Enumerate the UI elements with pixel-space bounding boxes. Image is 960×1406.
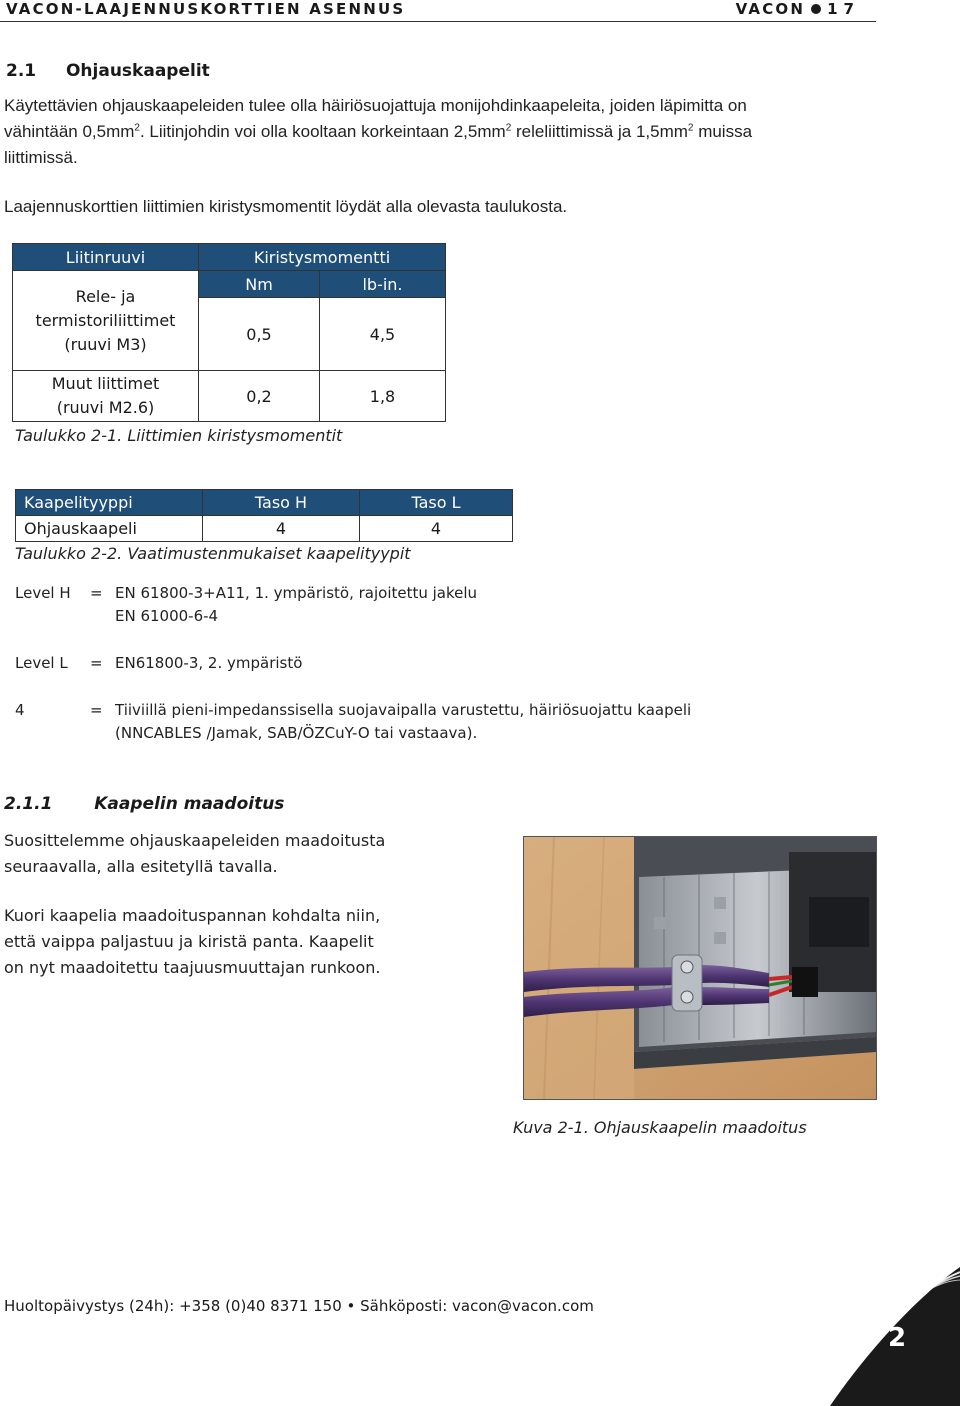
definition-text: (NNCABLES /Jamak, SAB/ÖZCuY-O tai vastaava).	[115, 724, 478, 742]
running-header-page	[736, 0, 860, 18]
table-header-level-l: Taso L	[360, 490, 513, 516]
definition-equals: =	[90, 584, 103, 602]
table-header-level-h: Taso H	[203, 490, 360, 516]
torque-table	[12, 243, 446, 422]
subsection-number: 2.1.1	[4, 794, 53, 814]
table-cell-lbin: 1,8	[320, 371, 446, 422]
cable-grounding-photo	[523, 836, 877, 1100]
definition-text: Tiiviillä pieni-impedanssisella suojavaipalla varustettu, häiriösuojattu kaapeli	[115, 701, 692, 719]
table-cell-nm: 0,2	[199, 371, 320, 422]
subsection-title: Kaapelin maadoitus	[94, 794, 285, 814]
page-number: 17	[827, 0, 860, 18]
bullet-dot-icon	[811, 4, 821, 14]
table-cell-terminal: Muut liittimet (ruuvi M2.6)	[13, 371, 199, 422]
subsection-heading	[4, 794, 284, 814]
table-cell-nm: 0,5	[199, 298, 320, 371]
definition-item	[15, 582, 875, 652]
definition-text: EN61800-3, 2. ympäristö	[115, 654, 303, 672]
section-number: 2.1	[6, 61, 37, 81]
table-caption: Taulukko 2-2. Vaatimustenmukaiset kaapelityypit	[15, 544, 411, 563]
chapter-tab-number: 2	[887, 1323, 907, 1353]
definition-key: Level L	[15, 654, 68, 672]
definition-item	[15, 652, 875, 699]
definition-equals: =	[90, 654, 103, 672]
section-paragraph-1	[4, 93, 884, 171]
table-cell-level-h: 4	[203, 516, 360, 542]
section-heading	[6, 61, 210, 81]
table-cell-terminal: Rele- ja termistoriliittimet (ruuvi M3)	[13, 271, 199, 371]
definition-equals: =	[90, 701, 103, 719]
subsection-paragraph-2: Kuori kaapelia maadoituspannan kohdalta niin, että vaippa paljastuu ja kiristä panta. Kaapelit on nyt maadoitettu taajuusmuuttajan runkoon.	[4, 906, 381, 977]
paragraph-line: Käytettävien ohjauskaapeleiden tulee olla häiriösuojattuja monijohdinkaapeleita, joiden läpimitta on	[4, 96, 747, 115]
definition-text: EN 61000-6-4	[115, 607, 219, 625]
definition-key: 4	[15, 701, 25, 719]
section-paragraph-2: Laajennuskorttien liittimien kiristysmomentit löydät alla olevasta taulukosta.	[4, 197, 568, 216]
definition-text: EN 61800-3+A11, 1. ympäristö, rajoitettu jakelu	[115, 584, 478, 602]
section-title: Ohjauskaapelit	[65, 61, 210, 81]
header-rule	[0, 21, 876, 22]
definition-item	[15, 699, 875, 749]
cable-type-table	[15, 489, 513, 542]
level-definitions	[15, 582, 875, 749]
table-cell-level-l: 4	[360, 516, 513, 542]
running-header-title: VACON-LAAJENNUSKORTTIEN ASENNUS	[6, 0, 406, 18]
subsection-paragraph-1: Suosittelemme ohjauskaapeleiden maadoitusta seuraavalla, alla esitetyllä tavalla.	[4, 831, 386, 876]
table-header-terminal: Liitinruuvi	[13, 244, 199, 271]
cable-grounding-illustration	[524, 837, 876, 1099]
figure-caption: Kuva 2-1. Ohjauskaapelin maadoitus	[513, 1118, 807, 1137]
definition-key: Level H	[15, 584, 71, 602]
table-header-torque: Kiristysmomentti	[199, 244, 446, 271]
table-header-lbin: lb-in.	[320, 271, 446, 298]
paragraph-line: vähintään $0,5mm^2$. Liitinjohdin voi olla kooltaan korkeintaan $2,5mm^2$ releliittimissä ja $1,5mm^2$ muissa	[4, 122, 753, 141]
table-cell-lbin: 4,5	[320, 298, 446, 371]
table-cell-type: Ohjauskaapeli	[16, 516, 203, 542]
table-header-nm: Nm	[199, 271, 320, 298]
paragraph-line: liittimissä.	[4, 148, 78, 167]
table-header-type: Kaapelityyppi	[16, 490, 203, 516]
table-caption: Taulukko 2-1. Liittimien kiristysmomentit	[15, 426, 343, 445]
brand-name: VACON	[735, 0, 806, 18]
footer-contact: Huoltopäivystys (24h): +358 (0)40 8371 150 • Sähköposti: vacon@vacon.com	[4, 1297, 594, 1315]
